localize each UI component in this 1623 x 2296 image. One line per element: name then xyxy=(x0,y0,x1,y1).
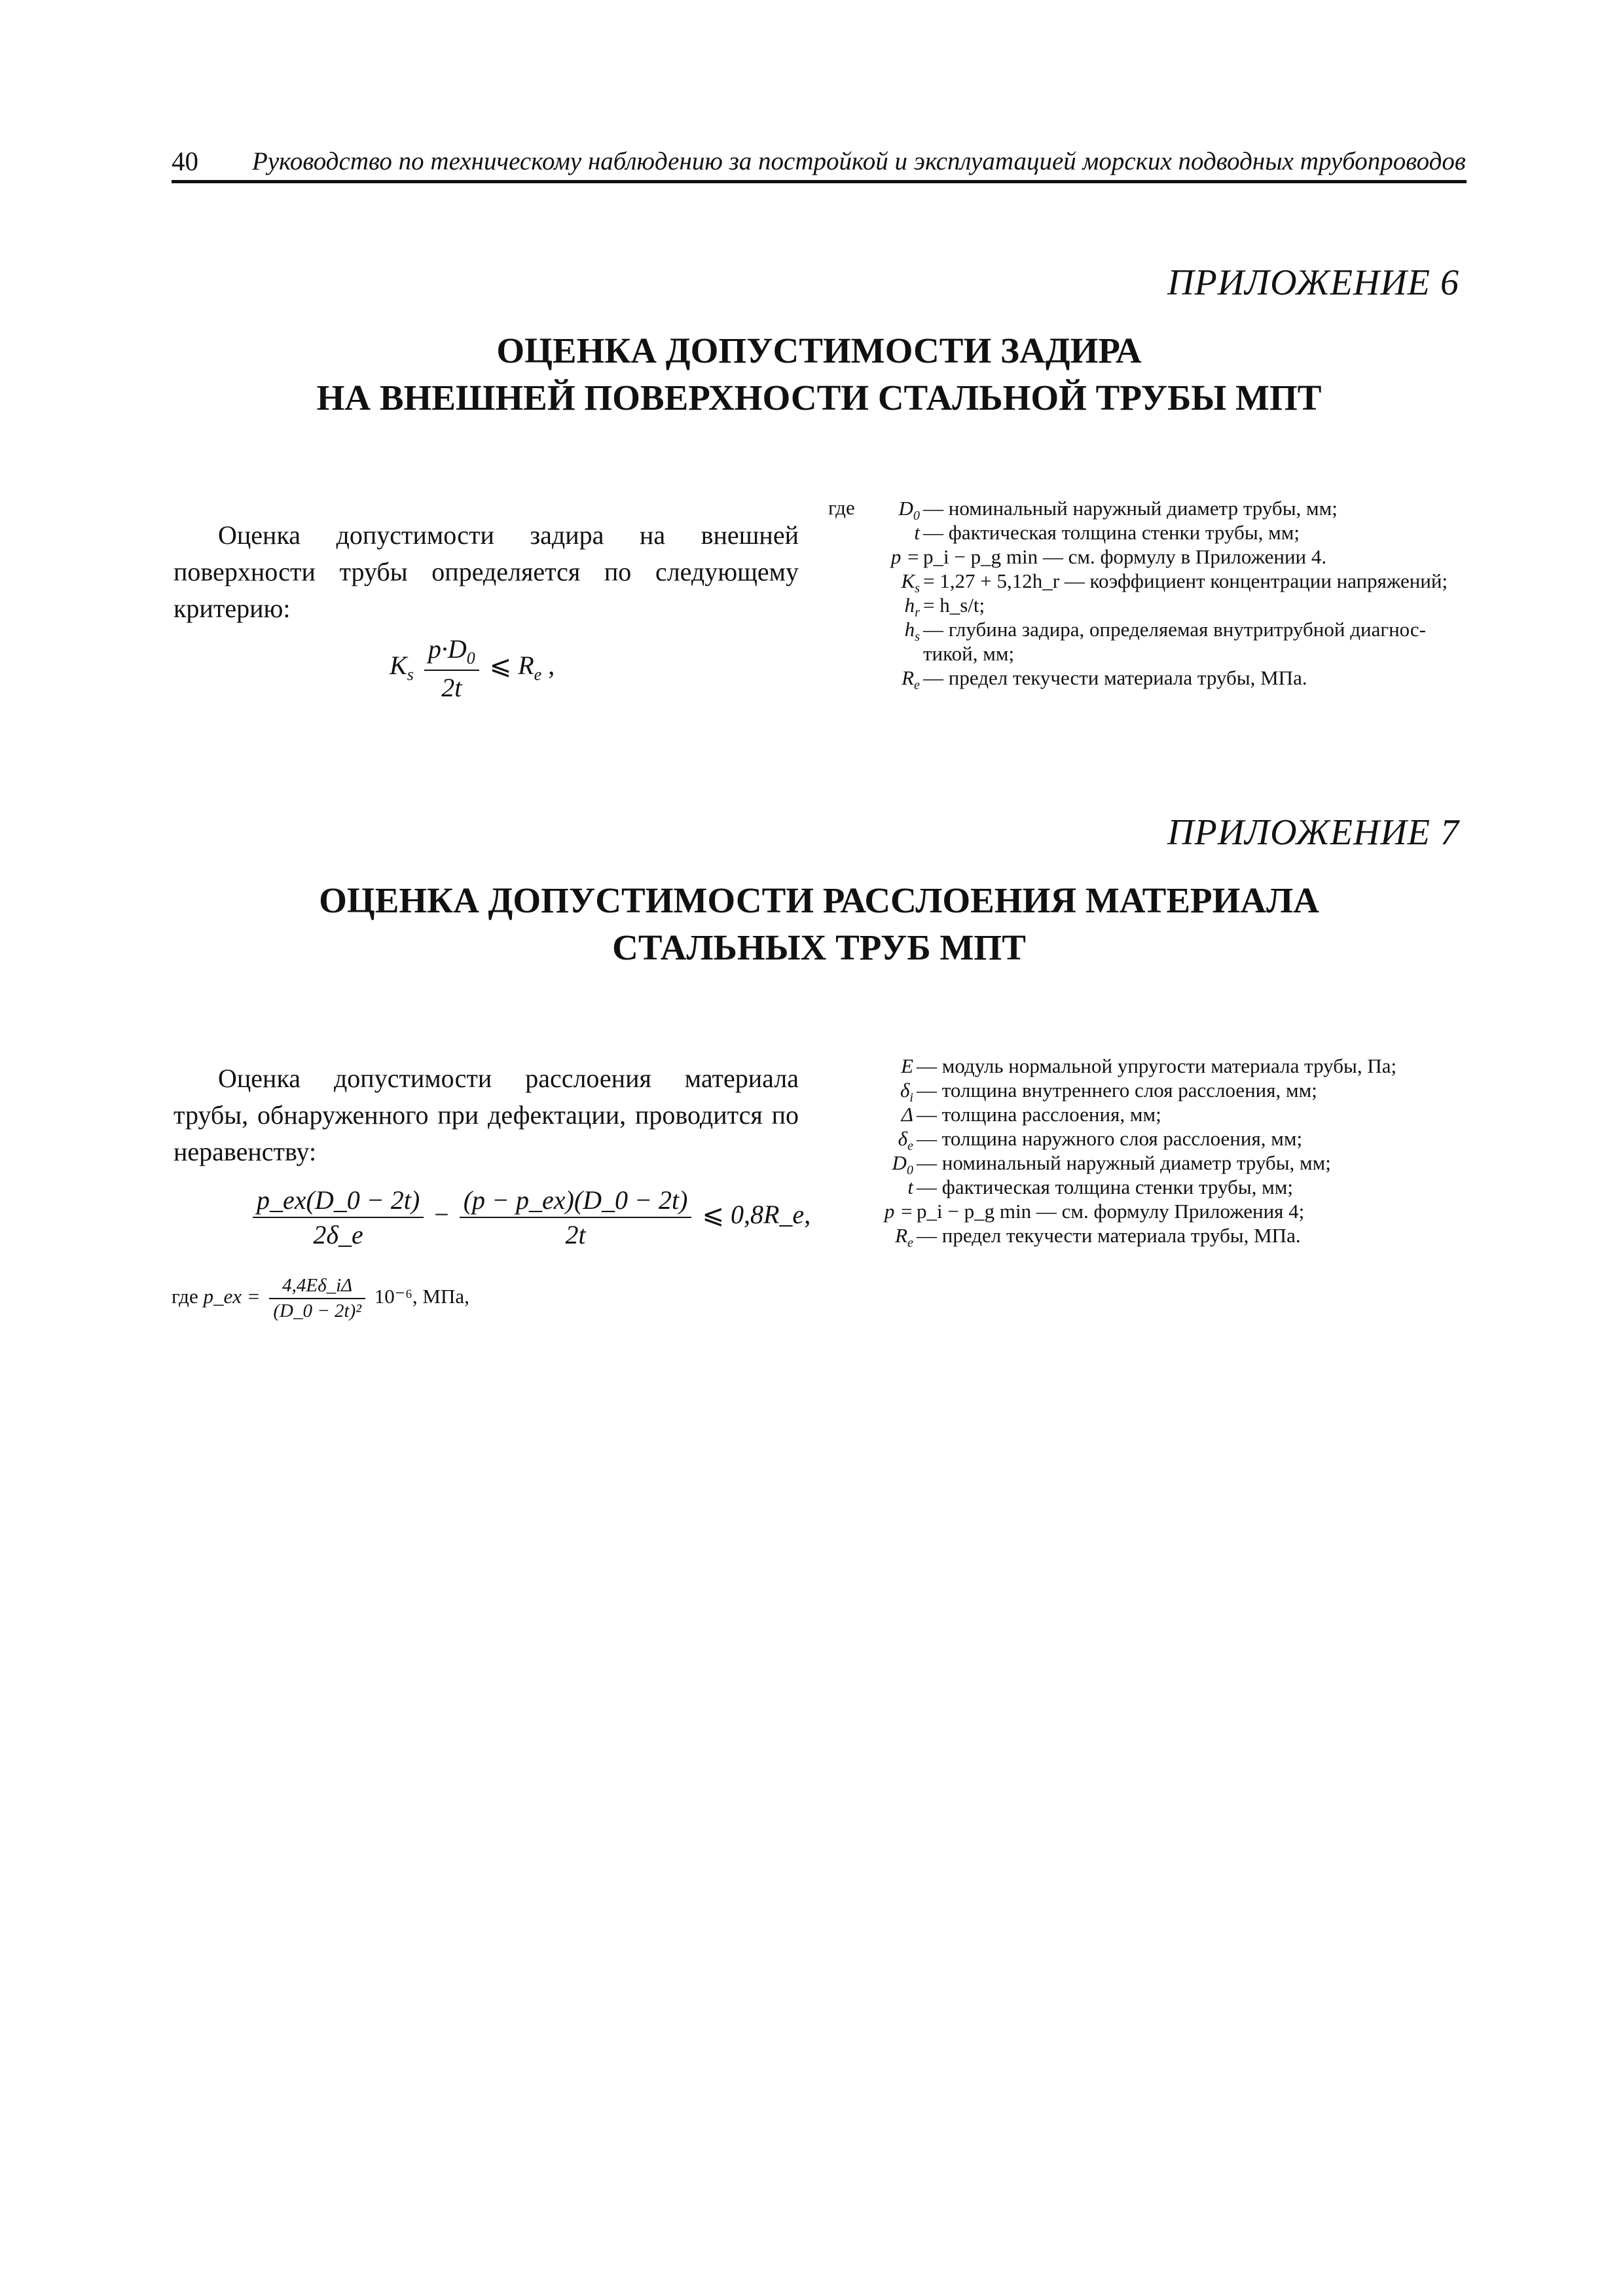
legend-description: — толщина расслоения, мм; xyxy=(917,1103,1161,1126)
legend-row xyxy=(828,1175,1470,1199)
legend-row xyxy=(828,569,1470,596)
header-rule xyxy=(172,180,1467,183)
legend-symbol: t xyxy=(907,1175,913,1198)
legend-row xyxy=(828,1151,1470,1178)
legend-row xyxy=(828,641,1470,666)
legend-description: — номинальный наружный диаметр трубы, мм; xyxy=(923,497,1338,520)
formula-fraction-2: $\frac{(p - p\_ex)(D\_0 - 2t)}{2t}$ xyxy=(460,1185,692,1250)
legend-symbol: $R_e$ xyxy=(895,1224,913,1251)
legend-row xyxy=(828,1054,1470,1078)
legend-description: — толщина внутреннего слоя расслоения, мм; xyxy=(917,1079,1317,1102)
page-number: 40 xyxy=(172,146,198,176)
legend-description: тикой, мм; xyxy=(923,642,1015,665)
legend-description: — фактическая толщина стенки трубы, мм; xyxy=(923,521,1300,544)
legend-row xyxy=(828,520,1470,545)
appendix-7-legend xyxy=(828,1054,1470,1251)
appendix-7-title-line1: ОЦЕНКА ДОПУСТИМОСТИ РАССЛОЕНИЯ МАТЕРИАЛА xyxy=(319,880,1319,920)
legend-row xyxy=(828,617,1470,645)
formula-fraction-1: $\frac{p\_ex(D\_0 - 2t)}{2\delta\_e}$ xyxy=(253,1185,424,1250)
legend-symbol: $D_0$ xyxy=(898,497,920,524)
formula-fraction: $\frac{p\cdot D_0}{2t}$ xyxy=(424,634,479,703)
legend-symbol: $h_s$ xyxy=(904,618,920,645)
formula-ks: $K_s$ xyxy=(390,651,414,685)
legend-symbol: $h_r$ xyxy=(904,594,920,620)
appendix-7-title-line2: СТАЛЬНЫХ ТРУБ МПТ xyxy=(612,927,1026,967)
legend-description: p_i − p_g min — см. формулу Приложения 4; xyxy=(917,1200,1305,1223)
legend-row xyxy=(828,496,1470,524)
legend-description: — номинальный наружный диаметр трубы, мм; xyxy=(917,1151,1331,1174)
legend-row xyxy=(828,1102,1470,1126)
legend-description: = 1,27 + 5,12h_r — коэффициент концентрации напряжений; xyxy=(923,569,1448,592)
appendix-6-title xyxy=(172,327,1467,422)
formula-relation: ⩽ xyxy=(489,651,512,681)
legend-symbol: t xyxy=(914,521,920,544)
appendix-6-where: где xyxy=(828,496,855,519)
appendix-6-label: ПРИЛОЖЕНИЕ 6 xyxy=(1167,262,1459,303)
legend-symbol: p = xyxy=(884,1200,913,1223)
running-title: Руководство по техническому наблюдению за постройкой и эксплуатацией морских подводных трубопроводов xyxy=(252,147,1466,175)
legend-symbol: $D_0$ xyxy=(892,1151,913,1178)
legend-symbol: Δ xyxy=(901,1103,913,1126)
legend-description: = h_s/t; xyxy=(923,594,985,617)
legend-row xyxy=(828,593,1470,620)
legend-description: — предел текучести материала трубы, МПа. xyxy=(917,1224,1301,1247)
formula-re: $R_e$ xyxy=(518,651,542,685)
legend-description: p_i − p_g min — см. формулу в Приложении 4. xyxy=(923,545,1327,568)
legend-symbol: $R_e$ xyxy=(902,666,920,693)
appendix-6-legend xyxy=(828,496,1470,693)
legend-row xyxy=(828,1078,1470,1105)
appendix-6-title-line1: ОЦЕНКА ДОПУСТИМОСТИ ЗАДИРА xyxy=(496,331,1142,370)
legend-row xyxy=(828,1126,1470,1154)
appendix-7-title xyxy=(172,877,1467,971)
appendix-7-formula: $\frac{p\_ex(D\_0 - 2t)}{2\delta\_e}$ − $\frac{(p - p\_ex)(D\_0 - 2t)}{2t}$ ⩽ 0,8R_e, xyxy=(249,1185,811,1250)
legend-symbol: E xyxy=(901,1054,913,1077)
legend-row xyxy=(828,1199,1470,1223)
legend-row xyxy=(828,666,1470,693)
appendix-7-paragraph: Оценка допустимости расслоения материала трубы, обнаруженного при дефектации, проводится по неравенству: xyxy=(173,1064,799,1166)
legend-description: — глубина задира, определяемая внутритрубной диагнос- xyxy=(923,618,1427,641)
appendix-6-formula: $K_s$ $\frac{p\cdot D_0}{2t}$ ⩽ $R_e$ , xyxy=(390,634,555,702)
legend-description: — предел текучести материала трубы, МПа. xyxy=(923,666,1307,689)
appendix-7-label: ПРИЛОЖЕНИЕ 7 xyxy=(1167,812,1459,853)
appendix-6-paragraph: Оценка допустимости задира на внешней поверхности трубы определяется по следующему критерию: xyxy=(173,520,799,623)
legend-symbol: $K_s$ xyxy=(901,569,920,596)
appendix-6-title-line2: НА ВНЕШНЕЙ ПОВЕРХНОСТИ СТАЛЬНОЙ ТРУБЫ МПТ xyxy=(316,378,1322,418)
appendix-7-pex-definition: где p_ex = $\frac{4,4E\delta\_i\Delta}{\text{(D\_0 − 2t)²}}$ 10⁻⁶, МПа, xyxy=(172,1275,469,1321)
legend-description: — фактическая толщина стенки трубы, мм; xyxy=(917,1175,1293,1198)
legend-description: — толщина наружного слоя расслоения, мм; xyxy=(917,1127,1303,1150)
legend-row xyxy=(828,1223,1470,1251)
legend-symbol: p = xyxy=(890,545,920,568)
legend-symbol: $\delta_e$ xyxy=(898,1127,913,1154)
legend-description: — модуль нормальной упругости материала трубы, Па; xyxy=(917,1054,1397,1077)
legend-symbol: $\delta_i$ xyxy=(900,1079,913,1105)
legend-row xyxy=(828,545,1470,569)
pex-fraction: $\frac{4,4E\delta\_i\Delta}{\text{(D\_0 − 2t)²}}$ xyxy=(269,1275,365,1322)
